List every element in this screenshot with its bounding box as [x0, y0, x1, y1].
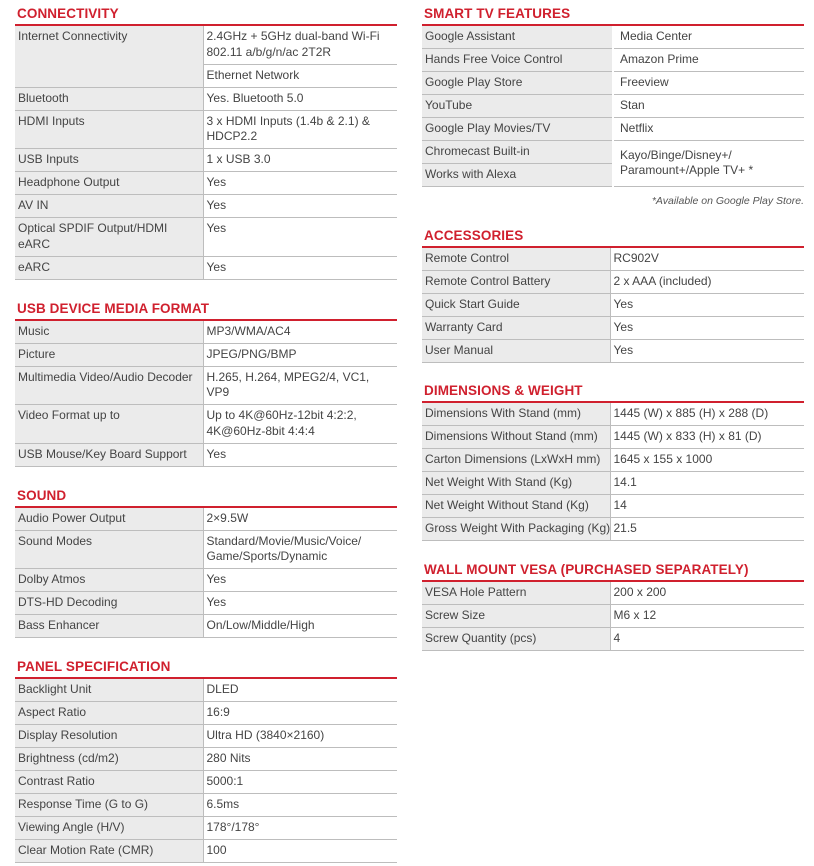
table-row: [15, 771, 397, 794]
spec-value: 2 x AAA (included): [610, 271, 804, 294]
spec-label: Bass Enhancer: [15, 615, 203, 638]
spec-value: 100: [203, 840, 397, 863]
table-row: [422, 294, 804, 317]
spec-label: Clear Motion Rate (CMR): [15, 840, 203, 863]
spec-value: Yes: [203, 172, 397, 195]
table-row: [15, 817, 397, 840]
vesa-section: [422, 559, 804, 651]
spec-value: Yes: [203, 569, 397, 592]
table-row: [422, 426, 804, 449]
feature-item: YouTube: [422, 95, 613, 118]
feature-item: Stan: [613, 95, 804, 118]
table-row: [15, 218, 397, 257]
spec-value: Yes. Bluetooth 5.0: [203, 87, 397, 110]
feature-item: Google Assistant: [422, 26, 613, 49]
spec-value: DLED: [203, 679, 397, 702]
feature-item: Works with Alexa: [422, 164, 613, 187]
spec-label: Viewing Angle (H/V): [15, 817, 203, 840]
spec-label: Audio Power Output: [15, 508, 203, 531]
table-row: [15, 195, 397, 218]
table-row: [15, 26, 397, 64]
section-title: WALL MOUNT VESA (PURCHASED SEPARATELY): [422, 559, 804, 582]
spec-value: Ethernet Network: [203, 64, 397, 87]
feature-item: Netflix: [613, 118, 804, 141]
table-row: [422, 26, 804, 49]
spec-value: On/Low/Middle/High: [203, 615, 397, 638]
spec-label: Gross Weight With Packaging (Kg): [422, 518, 610, 541]
table-row: [15, 87, 397, 110]
spec-label: User Manual: [422, 340, 610, 363]
spec-value: Yes: [610, 294, 804, 317]
right-column: [422, 0, 804, 651]
spec-value: Yes: [610, 317, 804, 340]
accessories-section: [422, 225, 804, 363]
sound-table: [15, 508, 397, 639]
spec-label: USB Mouse/Key Board Support: [15, 443, 203, 466]
spec-value: Up to 4K@60Hz-12bit 4:2:2, 4K@60Hz-8bit 4:4:4: [203, 405, 397, 444]
spec-value: 2×9.5W: [203, 508, 397, 531]
spec-label: Backlight Unit: [15, 679, 203, 702]
spec-value: Yes: [203, 592, 397, 615]
spec-label: Headphone Output: [15, 172, 203, 195]
spec-value: 280 Nits: [203, 748, 397, 771]
smart-tv-table: [422, 26, 804, 187]
spec-value: 1 x USB 3.0: [203, 149, 397, 172]
table-row: [422, 317, 804, 340]
table-row: [15, 725, 397, 748]
spec-label: Sound Modes: [15, 530, 203, 569]
spec-value: 3 x HDMI Inputs (1.4b & 2.1) & HDCP2.2: [203, 110, 397, 149]
spec-value: 2.4GHz + 5GHz dual-band Wi-Fi 802.11 a/b/g/n/ac 2T2R: [203, 26, 397, 64]
spec-value: RC902V: [610, 248, 804, 271]
table-row: [15, 256, 397, 279]
feature-item: Kayo/Binge/Disney+/ Paramount+/Apple TV+ *: [613, 141, 804, 187]
table-row: [422, 403, 804, 426]
spec-label: Display Resolution: [15, 725, 203, 748]
spec-label: Video Format up to: [15, 405, 203, 444]
table-row: [422, 72, 804, 95]
table-row: [422, 340, 804, 363]
spec-label: Response Time (G to G): [15, 794, 203, 817]
smart-tv-section: [422, 3, 804, 209]
spec-label: Warranty Card: [422, 317, 610, 340]
usb-media-table: [15, 321, 397, 467]
table-row: [422, 449, 804, 472]
table-row: [422, 472, 804, 495]
spec-label: Remote Control Battery: [422, 271, 610, 294]
section-title: USB DEVICE MEDIA FORMAT: [15, 298, 397, 321]
spec-value: H.265, H.264, MPEG2/4, VC1, VP9: [203, 366, 397, 405]
spec-label: Contrast Ratio: [15, 771, 203, 794]
table-row: [422, 605, 804, 628]
spec-value: 4: [610, 628, 804, 651]
table-row: [422, 95, 804, 118]
table-row: [15, 702, 397, 725]
panel-section: [15, 656, 397, 863]
spec-label: Dimensions With Stand (mm): [422, 403, 610, 426]
dimensions-section: [422, 380, 804, 541]
spec-label: Dimensions Without Stand (mm): [422, 426, 610, 449]
section-title: ACCESSORIES: [422, 225, 804, 248]
spec-label: VESA Hole Pattern: [422, 582, 610, 605]
spec-label: Quick Start Guide: [422, 294, 610, 317]
usb-media-section: [15, 298, 397, 467]
spec-value: Yes: [203, 218, 397, 257]
spec-value: MP3/WMA/AC4: [203, 321, 397, 344]
spec-label: eARC: [15, 256, 203, 279]
footnote: *Available on Google Play Store.: [651, 195, 804, 207]
spec-value: 178°/178°: [203, 817, 397, 840]
left-column: [15, 0, 397, 863]
table-row: [15, 530, 397, 569]
table-row: [15, 149, 397, 172]
table-row: [15, 840, 397, 863]
table-row: [15, 748, 397, 771]
panel-table: [15, 679, 397, 863]
spec-label: Carton Dimensions (LxWxH mm): [422, 449, 610, 472]
spec-value: 21.5: [610, 518, 804, 541]
table-row: [422, 495, 804, 518]
feature-item: Hands Free Voice Control: [422, 49, 613, 72]
table-row: [15, 110, 397, 149]
table-row: [15, 405, 397, 444]
spec-value: 16:9: [203, 702, 397, 725]
section-title: CONNECTIVITY: [15, 3, 397, 26]
spec-value: Standard/Movie/Music/Voice/ Game/Sports/Dynamic: [203, 530, 397, 569]
table-row: [422, 248, 804, 271]
spec-value: Yes: [610, 340, 804, 363]
spec-label: DTS-HD Decoding: [15, 592, 203, 615]
table-row: [15, 366, 397, 405]
feature-item: Google Play Movies/TV: [422, 118, 613, 141]
spec-value: 1445 (W) x 833 (H) x 81 (D): [610, 426, 804, 449]
spec-value: 1645 x 155 x 1000: [610, 449, 804, 472]
spec-value: JPEG/PNG/BMP: [203, 343, 397, 366]
table-row: [15, 794, 397, 817]
feature-item: Amazon Prime: [613, 49, 804, 72]
table-row: [15, 443, 397, 466]
spec-label: Screw Quantity (pcs): [422, 628, 610, 651]
table-row: [15, 321, 397, 344]
table-row: [422, 518, 804, 541]
table-row: [15, 615, 397, 638]
section-title: DIMENSIONS & WEIGHT: [422, 380, 804, 403]
section-title: SMART TV FEATURES: [422, 3, 804, 26]
table-row: [15, 508, 397, 531]
spec-label: Bluetooth: [15, 87, 203, 110]
spec-label: Music: [15, 321, 203, 344]
table-row: [15, 343, 397, 366]
spec-value: 14.1: [610, 472, 804, 495]
spec-value: M6 x 12: [610, 605, 804, 628]
table-row: [15, 172, 397, 195]
table-row: [422, 49, 804, 72]
spec-label: USB Inputs: [15, 149, 203, 172]
section-title: PANEL SPECIFICATION: [15, 656, 397, 679]
spec-label: HDMI Inputs: [15, 110, 203, 149]
feature-item: Freeview: [613, 72, 804, 95]
spec-label: AV IN: [15, 195, 203, 218]
table-row: [422, 582, 804, 605]
sound-section: [15, 485, 397, 639]
spec-value: 200 x 200: [610, 582, 804, 605]
accessories-table: [422, 248, 804, 363]
feature-item: Media Center: [613, 26, 804, 49]
spec-label: Dolby Atmos: [15, 569, 203, 592]
feature-item: Chromecast Built-in: [422, 141, 613, 164]
table-row: [15, 679, 397, 702]
spec-label: Net Weight Without Stand (Kg): [422, 495, 610, 518]
spec-label: Aspect Ratio: [15, 702, 203, 725]
spec-label: Net Weight With Stand (Kg): [422, 472, 610, 495]
table-row: [422, 118, 804, 141]
spec-value: 6.5ms: [203, 794, 397, 817]
spec-value: Ultra HD (3840×2160): [203, 725, 397, 748]
connectivity-table: [15, 26, 397, 280]
spec-value: 1445 (W) x 885 (H) x 288 (D): [610, 403, 804, 426]
table-row: [15, 592, 397, 615]
feature-item: Google Play Store: [422, 72, 613, 95]
table-row: [422, 628, 804, 651]
table-row: [422, 141, 804, 164]
spec-label: Optical SPDIF Output/HDMI eARC: [15, 218, 203, 257]
table-row: [15, 569, 397, 592]
spec-value: Yes: [203, 443, 397, 466]
table-row: [422, 271, 804, 294]
spec-value: Yes: [203, 195, 397, 218]
spec-label: Internet Connectivity: [15, 26, 203, 87]
spec-label: Brightness (cd/m2): [15, 748, 203, 771]
spec-value: 14: [610, 495, 804, 518]
spec-label: Picture: [15, 343, 203, 366]
vesa-table: [422, 582, 804, 651]
section-title: SOUND: [15, 485, 397, 508]
spec-label: Remote Control: [422, 248, 610, 271]
spec-value: Yes: [203, 256, 397, 279]
connectivity-section: [15, 3, 397, 280]
spec-label: Multimedia Video/Audio Decoder: [15, 366, 203, 405]
dimensions-table: [422, 403, 804, 541]
spec-label: Screw Size: [422, 605, 610, 628]
spec-value: 5000:1: [203, 771, 397, 794]
